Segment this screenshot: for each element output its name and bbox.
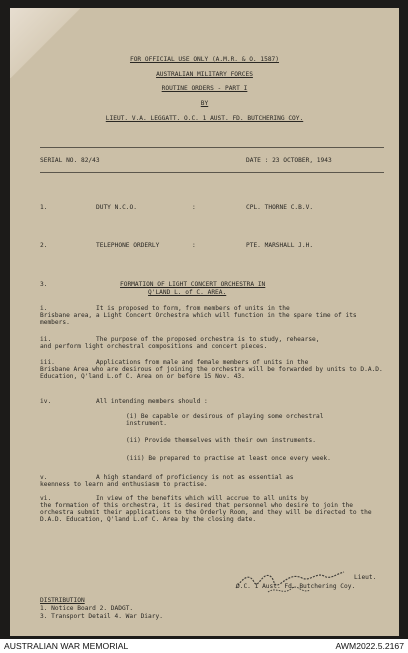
signature-title: O.C. 1 Aust. Fd. Butchering Coy. xyxy=(236,583,356,590)
para-iv-number: iv. xyxy=(40,398,52,405)
subitem-i: (i) Be capable or desirous of playing some orchestral instrument. xyxy=(126,413,324,428)
bottom-rule xyxy=(40,172,384,173)
archive-reference: AWM2022.5.2167 xyxy=(335,641,404,651)
item-2-value: PTE. MARSHALL J.H. xyxy=(246,242,314,249)
para-i-number: i. xyxy=(40,305,48,312)
section-3-number: 3. xyxy=(40,281,48,288)
para-v-number: v. xyxy=(40,474,48,481)
para-i-first-line: It is proposed to form, from members of units in the xyxy=(96,305,290,312)
para-i-body: Brisbane area, a Light Concert Orchestra which will function in the spare time of its members. xyxy=(40,312,357,327)
header-line-5: LIEUT. V.A. LEGGATT. O.C. 1 AUST. FD. BUTCHERING COY. xyxy=(105,115,304,122)
item-1-separator: : xyxy=(192,204,196,211)
item-2-number: 2. xyxy=(40,242,48,249)
subitem-iii: (iii) Be prepared to practise at least once every week. xyxy=(126,455,331,462)
para-vi-body: the formation of this orchestra, it is desired that personnel who desire to join the orchestra submit their applications to the Orderly Room, and they will be directed to the D.A.D. Education, Q'land L.of C. Area by the closing date. xyxy=(40,502,372,524)
serial-number: SERIAL NO. 82/43 xyxy=(40,157,100,164)
signature-rank: Lieut. xyxy=(354,574,377,581)
para-iii-first-line: Applications from male and female members of units in the xyxy=(96,359,309,366)
folded-corner xyxy=(10,8,80,78)
archive-credit: AUSTRALIAN WAR MEMORIAL xyxy=(4,641,129,651)
distribution-line-2: 3. Transport Detail 4. War Diary. xyxy=(40,613,163,620)
item-1-label: DUTY N.C.O. xyxy=(96,204,137,211)
para-ii-body: and perform light orchestral compositions and concert pieces. xyxy=(40,343,268,350)
header-line-3: ROUTINE ORDERS - PART I xyxy=(161,85,248,92)
order-date: DATE : 23 OCTOBER, 1943 xyxy=(246,157,332,164)
para-iii-body: Brisbane Area who are desirous of joining the orchestra will be forwarded by units to D.A.D. Education, Q'land L.of C. Area on or before 15 Nov. 43. xyxy=(40,366,383,381)
subitem-ii: (ii) Provide themselves with their own instruments. xyxy=(126,437,316,444)
item-2-label: TELEPHONE ORDERLY xyxy=(96,242,160,249)
header-line-1: FOR OFFICIAL USE ONLY (A.M.R. & O. 1587) xyxy=(129,56,279,63)
item-1-number: 1. xyxy=(40,204,48,211)
item-2-separator: : xyxy=(192,242,196,249)
section-3-title-line-1: FORMATION OF LIGHT CONCERT ORCHESTRA IN xyxy=(120,281,266,288)
para-vi-number: vi. xyxy=(40,495,52,502)
para-ii-first-line: The purpose of the proposed orchestra is to study, rehearse, xyxy=(96,336,320,343)
section-3-title-line-2: Q'LAND L. of C. AREA. xyxy=(148,289,227,296)
distribution-line-1: 1. Notice Board 2. DADGT. xyxy=(40,605,134,612)
document-page xyxy=(10,8,399,636)
para-v-body: keenness to learn and enthusiasm to practise. xyxy=(40,481,208,488)
para-vi-first-line: In view of the benefits which will accrue to all units by xyxy=(96,495,309,502)
para-ii-number: ii. xyxy=(40,336,52,343)
para-iii-number: iii. xyxy=(40,359,55,366)
top-rule xyxy=(40,147,384,148)
header-line-4: BY xyxy=(200,100,209,107)
para-iv-text: All intending members should : xyxy=(96,398,208,405)
item-1-value: CPL. THORNE C.B.V. xyxy=(246,204,314,211)
header-line-2: AUSTRALIAN MILITARY FORCES xyxy=(156,71,253,78)
handwritten-signature xyxy=(232,566,350,598)
distribution-heading: DISTRIBUTION xyxy=(40,597,85,604)
para-v-first-line: A high standard of proficiency is not as essential as xyxy=(96,474,294,481)
